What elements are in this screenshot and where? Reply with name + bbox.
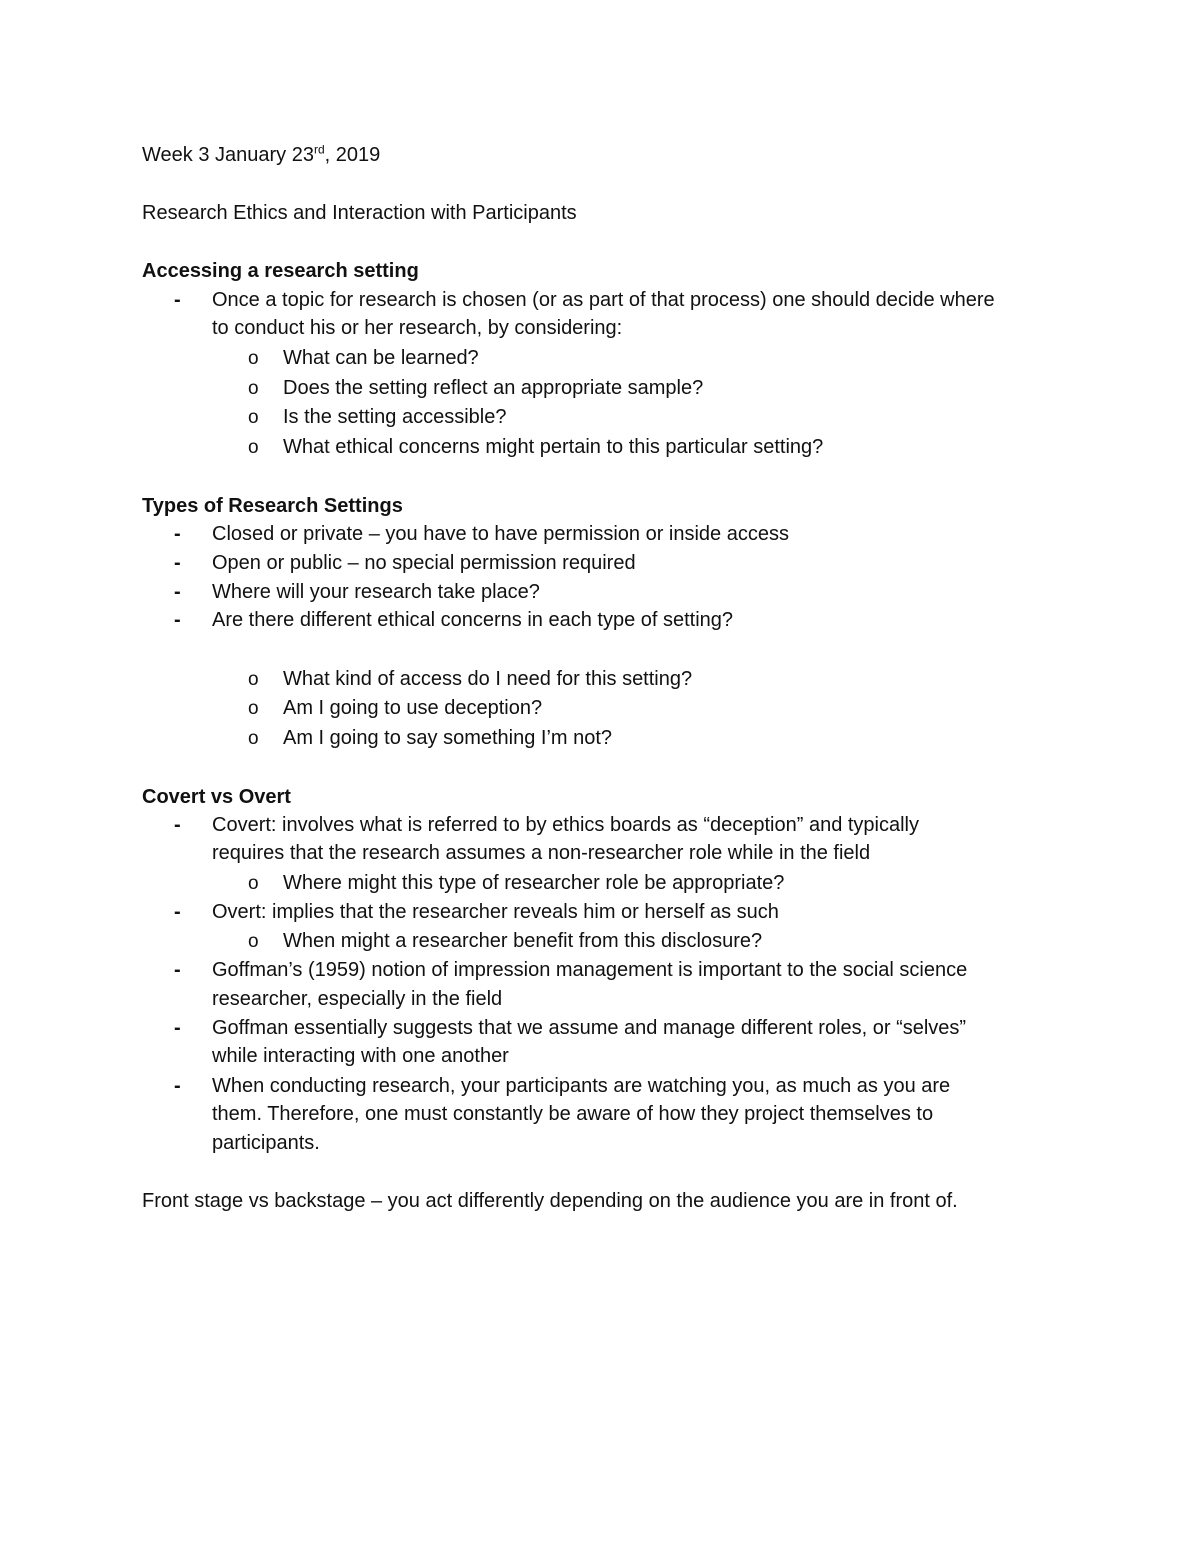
date-superscript: rd: [313, 142, 325, 157]
sub-bullet-text: Am I going to use deception?: [283, 697, 543, 719]
sub-bullet-circle: o: [248, 348, 259, 369]
bullet-text: Overt: implies that the researcher reveals him or herself as such: [212, 901, 779, 923]
bullet-dash: -: [174, 1075, 181, 1097]
bullet-text-continued: them. Therefore, one must constantly be aware of how they project themselves to: [212, 1103, 934, 1125]
sub-bullet-circle: o: [248, 378, 259, 399]
sub-bullet-text: Am I going to say something I’m not?: [283, 727, 613, 749]
sub-bullet-text: What can be learned?: [283, 347, 479, 369]
bullet-text: Goffman’s (1959) notion of impression management is important to the social science: [212, 959, 968, 981]
document-title: Research Ethics and Interaction with Participants: [142, 202, 577, 224]
bullet-text-continued: researcher, especially in the field: [212, 988, 503, 1010]
sub-bullet-circle: o: [248, 698, 259, 719]
bullet-text: Covert: involves what is referred to by ethics boards as “deception” and typically: [212, 814, 920, 836]
bullet-text-continued: while interacting with one another: [212, 1045, 509, 1067]
bullet-text-continued: participants.: [212, 1132, 320, 1154]
bullet-dash: -: [174, 552, 181, 574]
sub-bullet-text: What ethical concerns might pertain to this particular setting?: [283, 436, 824, 458]
bullet-dash: -: [174, 959, 181, 981]
bullet-dash: -: [174, 1017, 181, 1039]
sub-bullet-circle: o: [248, 669, 259, 690]
sub-bullet-text: Does the setting reflect an appropriate sample?: [283, 377, 704, 399]
bullet-text: Closed or private – you have to have permission or inside access: [212, 523, 789, 545]
closing-paragraph: Front stage vs backstage – you act differently depending on the audience you are in front of.: [142, 1190, 958, 1212]
bullet-dash: -: [174, 901, 181, 923]
date-year: , 2019: [324, 144, 381, 166]
sub-bullet-circle: o: [248, 728, 259, 749]
bullet-text: Are there different ethical concerns in each type of setting?: [212, 609, 734, 631]
bullet-text-continued: to conduct his or her research, by considering:: [212, 317, 623, 339]
bullet-text: Where will your research take place?: [212, 581, 540, 603]
sub-bullet-circle: o: [248, 407, 259, 428]
bullet-text: Once a topic for research is chosen (or as part of that process) one should decide where: [212, 289, 995, 311]
sub-bullet-circle: o: [248, 873, 259, 894]
bullet-text: When conducting research, your participants are watching you, as much as you are: [212, 1075, 951, 1097]
bullet-dash: -: [174, 581, 181, 603]
bullet-text: Open or public – no special permission required: [212, 552, 636, 574]
sub-bullet-text: When might a researcher benefit from this disclosure?: [283, 930, 763, 952]
bullet-text: Goffman essentially suggests that we assume and manage different roles, or “selves”: [212, 1017, 967, 1039]
bullet-text-continued: requires that the research assumes a non-researcher role while in the field: [212, 842, 871, 864]
bullet-dash: -: [174, 814, 181, 836]
section-heading-accessing: Accessing a research setting: [142, 260, 419, 282]
bullet-dash: -: [174, 523, 181, 545]
date-line: [142, 141, 380, 170]
sub-bullet-circle: o: [248, 931, 259, 952]
sub-bullet-circle: o: [248, 437, 259, 458]
section-heading-types: Types of Research Settings: [142, 495, 403, 517]
sub-bullet-text: Where might this type of researcher role be appropriate?: [283, 872, 785, 894]
bullet-dash: -: [174, 609, 181, 631]
section-heading-covert-overt: Covert vs Overt: [142, 786, 291, 808]
date-text: Week 3 January 23: [142, 144, 314, 166]
sub-bullet-text: What kind of access do I need for this setting?: [283, 668, 693, 690]
sub-bullet-text: Is the setting accessible?: [283, 406, 507, 428]
bullet-dash: -: [174, 289, 181, 311]
